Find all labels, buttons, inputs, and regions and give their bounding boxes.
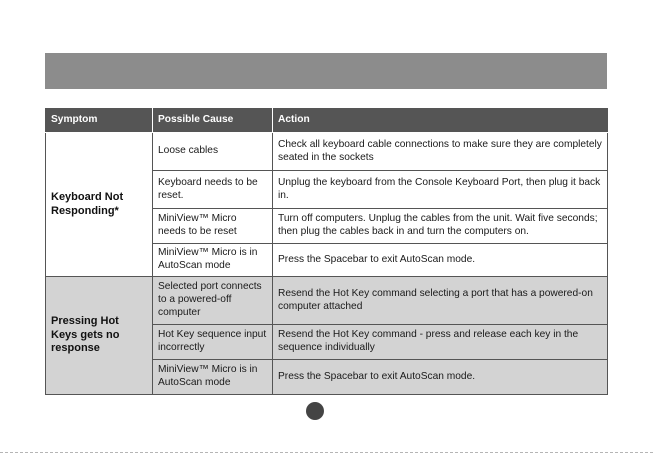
section-header-bar xyxy=(45,53,607,89)
action-cell: Check all keyboard cable connections to make sure they are completely seated in the sockets xyxy=(273,133,608,171)
troubleshooting-table xyxy=(45,108,608,395)
symptom-hot-keys-no-response: Pressing Hot Keys gets no response xyxy=(46,277,153,395)
cause-cell: MiniView™ Micro is in AutoScan mode xyxy=(153,360,273,395)
bottom-divider xyxy=(0,452,653,453)
action-cell: Press the Spacebar to exit AutoScan mode. xyxy=(273,244,608,277)
action-cell: Resend the Hot Key command - press and release each key in the sequence individually xyxy=(273,325,608,360)
action-cell: Unplug the keyboard from the Console Keyboard Port, then plug it back in. xyxy=(273,171,608,209)
page-number-dot xyxy=(306,402,324,420)
cause-cell: Selected port connects to a powered-off computer xyxy=(153,277,273,325)
table-header-row xyxy=(46,108,608,133)
cause-cell: Loose cables xyxy=(153,133,273,171)
header-possible-cause: Possible Cause xyxy=(153,108,273,133)
cause-cell: Keyboard needs to be reset. xyxy=(153,171,273,209)
action-cell: Resend the Hot Key command selecting a port that has a powered-on computer attached xyxy=(273,277,608,325)
header-action: Action xyxy=(273,108,608,133)
table-row xyxy=(46,277,608,325)
table-row xyxy=(46,133,608,171)
action-cell: Turn off computers. Unplug the cables from the unit. Wait five seconds; then plug the cables back in and turn the computers on. xyxy=(273,209,608,244)
cause-cell: MiniView™ Micro needs to be reset xyxy=(153,209,273,244)
symptom-keyboard-not-responding: Keyboard Not Responding* xyxy=(46,133,153,277)
header-symptom: Symptom xyxy=(46,108,153,133)
action-cell: Press the Spacebar to exit AutoScan mode. xyxy=(273,360,608,395)
cause-cell: MiniView™ Micro is in AutoScan mode xyxy=(153,244,273,277)
cause-cell: Hot Key sequence input incorrectly xyxy=(153,325,273,360)
